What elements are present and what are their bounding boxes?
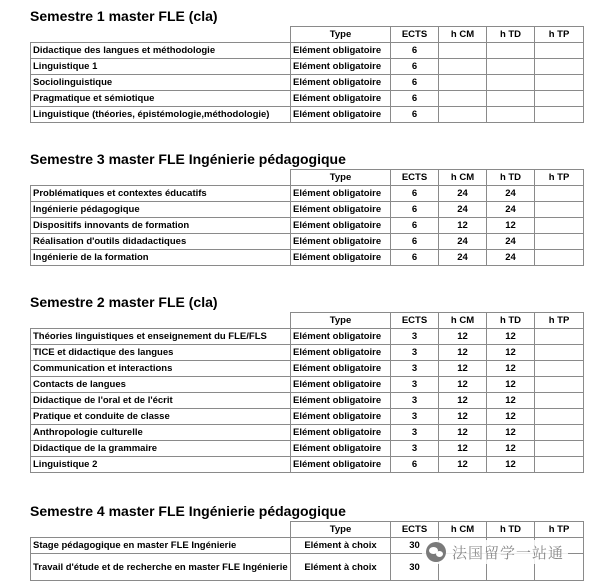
course-cm: 24 xyxy=(439,250,487,266)
table-row xyxy=(31,218,584,234)
course-td: 24 xyxy=(487,186,535,202)
course-td: 24 xyxy=(487,202,535,218)
table-row xyxy=(31,425,584,441)
header-td: h TD xyxy=(487,170,535,186)
course-name: Communication et interactions xyxy=(31,361,291,377)
course-tp xyxy=(535,377,584,393)
course-tp xyxy=(535,218,584,234)
course-ects: 6 xyxy=(391,234,439,250)
course-cm xyxy=(439,91,487,107)
course-type: Elément obligatoire xyxy=(291,250,391,266)
course-table xyxy=(30,169,584,266)
course-ects: 30 xyxy=(391,538,439,554)
course-cm: 12 xyxy=(439,457,487,473)
course-type: Elément obligatoire xyxy=(291,107,391,123)
course-ects: 3 xyxy=(391,393,439,409)
section-semestre-2 xyxy=(30,294,583,473)
course-cm: 12 xyxy=(439,409,487,425)
header-tp: h TP xyxy=(535,27,584,43)
course-td: 12 xyxy=(487,345,535,361)
course-ects: 6 xyxy=(391,75,439,91)
course-type: Elément à choix xyxy=(291,538,391,554)
course-td xyxy=(487,107,535,123)
course-td: 12 xyxy=(487,441,535,457)
course-name: Dispositifs innovants de formation xyxy=(31,218,291,234)
header-cm: h CM xyxy=(439,522,487,538)
course-ects: 3 xyxy=(391,441,439,457)
course-td: 24 xyxy=(487,250,535,266)
course-cm xyxy=(439,43,487,59)
table-row xyxy=(31,59,584,75)
course-ects: 6 xyxy=(391,91,439,107)
course-ects: 3 xyxy=(391,361,439,377)
header-ects: ECTS xyxy=(391,522,439,538)
course-name: Réalisation d'outils didadactiques xyxy=(31,234,291,250)
course-ects: 30 xyxy=(391,554,439,581)
course-type: Elément obligatoire xyxy=(291,75,391,91)
section-title: Semestre 4 master FLE Ingénierie pédagogique xyxy=(30,503,346,519)
course-table xyxy=(30,26,584,123)
header-td: h TD xyxy=(487,313,535,329)
section-title: Semestre 3 master FLE Ingénierie pédagogique xyxy=(30,151,346,167)
course-cm: 12 xyxy=(439,441,487,457)
watermark xyxy=(422,540,568,564)
course-name: Sociolinguistique xyxy=(31,75,291,91)
course-name: Linguistique 2 xyxy=(31,457,291,473)
header-blank xyxy=(31,313,291,329)
course-type: Elément obligatoire xyxy=(291,91,391,107)
course-ects: 3 xyxy=(391,409,439,425)
course-tp xyxy=(535,361,584,377)
course-type: Elément obligatoire xyxy=(291,377,391,393)
course-type: Elément obligatoire xyxy=(291,457,391,473)
header-td: h TD xyxy=(487,27,535,43)
table-row xyxy=(31,329,584,345)
header-type: Type xyxy=(291,313,391,329)
table-row xyxy=(31,393,584,409)
course-type: Elément obligatoire xyxy=(291,345,391,361)
course-cm: 12 xyxy=(439,361,487,377)
course-ects: 3 xyxy=(391,345,439,361)
course-name: Didactique de l'oral et de l'écrit xyxy=(31,393,291,409)
course-name: Pratique et conduite de classe xyxy=(31,409,291,425)
table-row xyxy=(31,345,584,361)
course-cm xyxy=(439,75,487,91)
course-td: 12 xyxy=(487,377,535,393)
course-ects: 6 xyxy=(391,107,439,123)
course-name: TICE et didactique des langues xyxy=(31,345,291,361)
table-row xyxy=(31,91,584,107)
table-row xyxy=(31,361,584,377)
course-td: 24 xyxy=(487,234,535,250)
header-row xyxy=(31,27,584,43)
course-name: Didactique des langues et méthodologie xyxy=(31,43,291,59)
course-cm: 12 xyxy=(439,425,487,441)
course-td: 12 xyxy=(487,329,535,345)
header-row xyxy=(31,522,584,538)
course-tp xyxy=(535,186,584,202)
course-td: 12 xyxy=(487,218,535,234)
course-tp xyxy=(535,345,584,361)
table-row xyxy=(31,202,584,218)
course-ects: 6 xyxy=(391,250,439,266)
course-cm xyxy=(439,59,487,75)
table-row xyxy=(31,457,584,473)
header-td: h TD xyxy=(487,522,535,538)
course-ects: 3 xyxy=(391,329,439,345)
course-name: Travail d'étude et de recherche en master FLE Ingénierie xyxy=(31,554,291,581)
section-title: Semestre 2 master FLE (cla) xyxy=(30,294,218,310)
course-ects: 3 xyxy=(391,377,439,393)
course-name: Pragmatique et sémiotique xyxy=(31,91,291,107)
header-blank xyxy=(31,27,291,43)
course-type: Elément obligatoire xyxy=(291,59,391,75)
course-name: Linguistique 1 xyxy=(31,59,291,75)
course-tp xyxy=(535,457,584,473)
course-name: Didactique de la grammaire xyxy=(31,441,291,457)
header-ects: ECTS xyxy=(391,313,439,329)
header-blank xyxy=(31,170,291,186)
course-type: Elément obligatoire xyxy=(291,234,391,250)
header-type: Type xyxy=(291,170,391,186)
course-name: Problématiques et contextes éducatifs xyxy=(31,186,291,202)
course-td: 12 xyxy=(487,457,535,473)
course-cm xyxy=(439,107,487,123)
course-tp xyxy=(535,107,584,123)
course-type: Elément obligatoire xyxy=(291,218,391,234)
course-tp xyxy=(535,59,584,75)
course-type: Elément obligatoire xyxy=(291,409,391,425)
course-name: Ingénierie de la formation xyxy=(31,250,291,266)
header-type: Type xyxy=(291,522,391,538)
table-row xyxy=(31,43,584,59)
table-row xyxy=(31,234,584,250)
table-row xyxy=(31,441,584,457)
table-row xyxy=(31,186,584,202)
header-cm: h CM xyxy=(439,27,487,43)
course-cm: 12 xyxy=(439,393,487,409)
wechat-icon xyxy=(426,542,446,562)
table-row xyxy=(31,377,584,393)
header-tp: h TP xyxy=(535,170,584,186)
course-td xyxy=(487,91,535,107)
watermark-text: 法国留学一站通 xyxy=(452,543,565,562)
course-tp xyxy=(535,393,584,409)
course-name: Stage pédagogique en master FLE Ingénierie xyxy=(31,538,291,554)
course-type: Elément obligatoire xyxy=(291,186,391,202)
course-name: Théories linguistiques et enseignement du FLE/FLS xyxy=(31,329,291,345)
course-ects: 6 xyxy=(391,186,439,202)
header-tp: h TP xyxy=(535,313,584,329)
course-ects: 6 xyxy=(391,43,439,59)
course-tp xyxy=(535,202,584,218)
course-type: Elément obligatoire xyxy=(291,441,391,457)
course-ects: 6 xyxy=(391,59,439,75)
course-td xyxy=(487,75,535,91)
section-semestre-3 xyxy=(30,151,583,266)
header-type: Type xyxy=(291,27,391,43)
header-tp: h TP xyxy=(535,522,584,538)
course-name: Contacts de langues xyxy=(31,377,291,393)
course-ects: 6 xyxy=(391,457,439,473)
table-row xyxy=(31,409,584,425)
course-td xyxy=(487,59,535,75)
header-row xyxy=(31,313,584,329)
section-semestre-1 xyxy=(30,8,583,123)
course-tp xyxy=(535,234,584,250)
course-type: Elément obligatoire xyxy=(291,329,391,345)
table-row xyxy=(31,75,584,91)
section-title: Semestre 1 master FLE (cla) xyxy=(30,8,218,24)
course-td: 12 xyxy=(487,425,535,441)
course-cm: 12 xyxy=(439,218,487,234)
table-row xyxy=(31,250,584,266)
course-type: Elément obligatoire xyxy=(291,202,391,218)
course-tp xyxy=(535,441,584,457)
course-type: Elément obligatoire xyxy=(291,361,391,377)
course-table xyxy=(30,312,584,473)
header-ects: ECTS xyxy=(391,27,439,43)
header-cm: h CM xyxy=(439,313,487,329)
course-cm: 24 xyxy=(439,202,487,218)
course-type: Elément obligatoire xyxy=(291,425,391,441)
course-tp xyxy=(535,91,584,107)
course-tp xyxy=(535,425,584,441)
course-name: Ingénierie pédagogique xyxy=(31,202,291,218)
course-ects: 3 xyxy=(391,425,439,441)
course-td: 12 xyxy=(487,409,535,425)
course-name: Linguistique (théories, épistémologie,méthodologie) xyxy=(31,107,291,123)
course-name: Anthropologie culturelle xyxy=(31,425,291,441)
course-td xyxy=(487,43,535,59)
table-row xyxy=(31,107,584,123)
course-tp xyxy=(535,75,584,91)
course-type: Elément obligatoire xyxy=(291,43,391,59)
course-cm: 12 xyxy=(439,329,487,345)
course-td: 12 xyxy=(487,361,535,377)
course-ects: 6 xyxy=(391,218,439,234)
course-td: 12 xyxy=(487,393,535,409)
header-cm: h CM xyxy=(439,170,487,186)
course-tp xyxy=(535,43,584,59)
header-blank xyxy=(31,522,291,538)
course-type: Elément à choix xyxy=(291,554,391,581)
course-tp xyxy=(535,329,584,345)
course-cm: 24 xyxy=(439,186,487,202)
course-cm: 12 xyxy=(439,345,487,361)
course-cm: 12 xyxy=(439,377,487,393)
course-cm: 24 xyxy=(439,234,487,250)
header-row xyxy=(31,170,584,186)
course-type: Elément obligatoire xyxy=(291,393,391,409)
course-ects: 6 xyxy=(391,202,439,218)
header-ects: ECTS xyxy=(391,170,439,186)
course-tp xyxy=(535,409,584,425)
course-tp xyxy=(535,250,584,266)
